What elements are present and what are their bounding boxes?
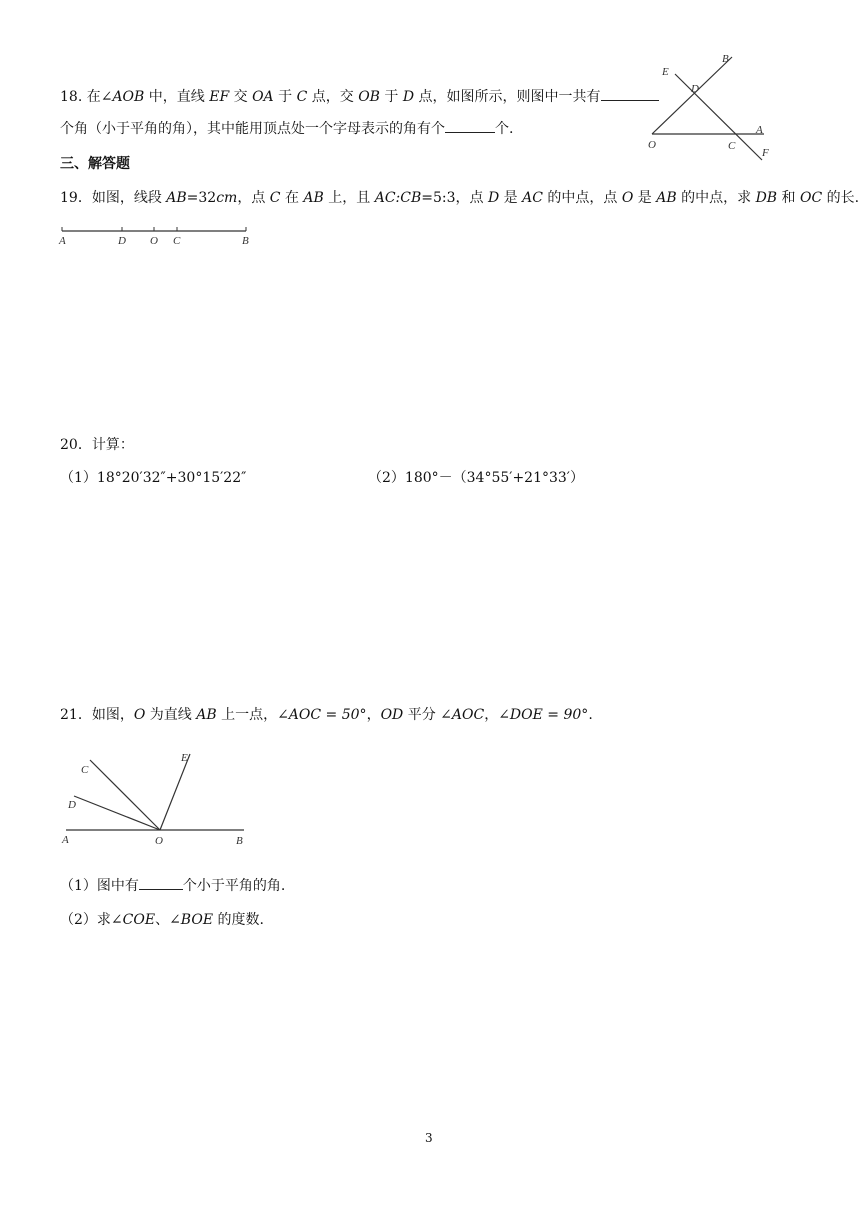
q21-doe: ∠DOE = 90°: [498, 707, 589, 723]
q19-text: 的中点，求: [676, 190, 756, 206]
label-b: B: [722, 53, 729, 65]
q19-c: C: [269, 190, 281, 206]
q19-ab: AB: [166, 190, 187, 206]
q19-text: 在: [280, 190, 304, 206]
q18-text: 于: [379, 89, 403, 105]
q19-ratio: AC:CB: [374, 190, 422, 206]
q19-oc: OC: [800, 190, 823, 206]
q20-part1: [60, 469, 246, 487]
q21-boe: ∠BOE: [169, 912, 214, 928]
q19-text: =5:3，点: [421, 190, 488, 206]
answer-blank[interactable]: [445, 118, 495, 133]
label-a: A: [59, 235, 66, 247]
q19-text: 是: [633, 190, 657, 206]
q19-text: 和: [777, 190, 800, 206]
ray-oe: [160, 754, 190, 830]
q21-line1: [60, 706, 593, 724]
label-d: D: [68, 799, 76, 811]
q18-text: 点，交: [307, 89, 359, 105]
q19-unit: cm: [216, 190, 238, 206]
q21-text: ，: [366, 707, 381, 723]
ray-od: [74, 796, 160, 830]
q21-text: 的度数.: [213, 912, 264, 928]
label-e: E: [181, 752, 188, 764]
q19-text: ，点: [237, 190, 270, 206]
q20-part2: [368, 469, 584, 487]
q21-text: 21．如图，: [60, 707, 134, 723]
label-o: O: [150, 235, 158, 247]
label-o: O: [155, 835, 163, 847]
q20-part1-label: （1）: [60, 470, 97, 486]
label-d: D: [691, 83, 699, 95]
section-title: 三、解答题: [60, 156, 130, 172]
q21-sub2: [60, 911, 264, 929]
q18-text: 于: [273, 89, 297, 105]
q19-text: 上，且: [323, 190, 375, 206]
q19-line1: [60, 189, 859, 207]
q19-text: 是: [499, 190, 523, 206]
q18-d: D: [402, 89, 415, 105]
q21-text: 个小于平角的角.: [182, 878, 286, 894]
label-b: B: [242, 235, 249, 247]
q19-text: 的长.: [822, 190, 860, 206]
q18-line1: [60, 86, 659, 106]
label-c: C: [728, 140, 736, 152]
q21-figure: [56, 746, 256, 850]
q20-part2-label: （2）: [368, 470, 405, 486]
q21-text: ，: [484, 707, 499, 723]
q18-figure: [640, 50, 780, 165]
q21-o: O: [133, 707, 146, 723]
q19-figure: [56, 222, 256, 250]
q21-text: 平分: [403, 707, 441, 723]
q19-text: =32: [186, 190, 217, 206]
q21-text: （2）求: [60, 912, 111, 928]
q18-text: 中，直线: [144, 89, 210, 105]
q19-ab: AB: [303, 190, 324, 206]
q18-text: 个角（小于平角的角），其中能用顶点处一个字母表示的角有个: [60, 121, 445, 137]
q18-oa: OA: [252, 89, 274, 105]
q18-angle: ∠AOB: [100, 89, 145, 105]
q19-text: 的中点，点: [542, 190, 622, 206]
label-f: F: [762, 147, 769, 159]
q20-title: 20．计算：: [60, 437, 134, 453]
q19-d: D: [488, 190, 500, 206]
q18-text: 交: [229, 89, 253, 105]
label-e: E: [662, 66, 669, 78]
q19-db: DB: [755, 190, 778, 206]
q19-ac: AC: [522, 190, 543, 206]
label-d: D: [118, 235, 126, 247]
q19-text: 19．如图，线段: [60, 190, 167, 206]
q19-ab: AB: [656, 190, 677, 206]
line-ef: [675, 74, 762, 160]
q18-ob: OB: [358, 89, 380, 105]
label-c: C: [81, 764, 89, 776]
page-number: 3: [425, 1131, 433, 1145]
q18-c: C: [296, 89, 308, 105]
answer-blank[interactable]: [139, 875, 183, 890]
q21-aoc: ∠AOC: [440, 707, 485, 723]
q18-line2: [60, 118, 513, 138]
q18-text: 18. 在: [60, 89, 101, 105]
label-o: O: [648, 139, 656, 151]
q21-text: .: [588, 707, 593, 723]
label-a: A: [756, 124, 763, 136]
q18-ef: EF: [209, 89, 230, 105]
q21-text: 上一点，: [216, 707, 278, 723]
q19-o: O: [621, 190, 634, 206]
q21-ab: AB: [196, 707, 217, 723]
q18-text: 点，如图所示，则图中一共有: [414, 89, 601, 105]
label-b: B: [236, 835, 243, 847]
q18-text: 个.: [495, 121, 514, 137]
q20-part1-expr: 18°20′32″+30°15′22″: [96, 470, 247, 486]
q21-sub1: [60, 875, 285, 895]
q21-text: 、: [155, 912, 170, 928]
q21-od: OD: [380, 707, 404, 723]
q21-aoc: ∠AOC = 50°: [277, 707, 367, 723]
ray-oc: [90, 760, 160, 830]
label-a: A: [62, 834, 69, 846]
q21-coe: ∠COE: [110, 912, 156, 928]
label-c: C: [173, 235, 181, 247]
q20-part2-expr: 180°－（34°55′+21°33′）: [404, 470, 584, 486]
q21-text: （1）图中有: [60, 878, 139, 894]
q21-text: 为直线: [145, 707, 197, 723]
